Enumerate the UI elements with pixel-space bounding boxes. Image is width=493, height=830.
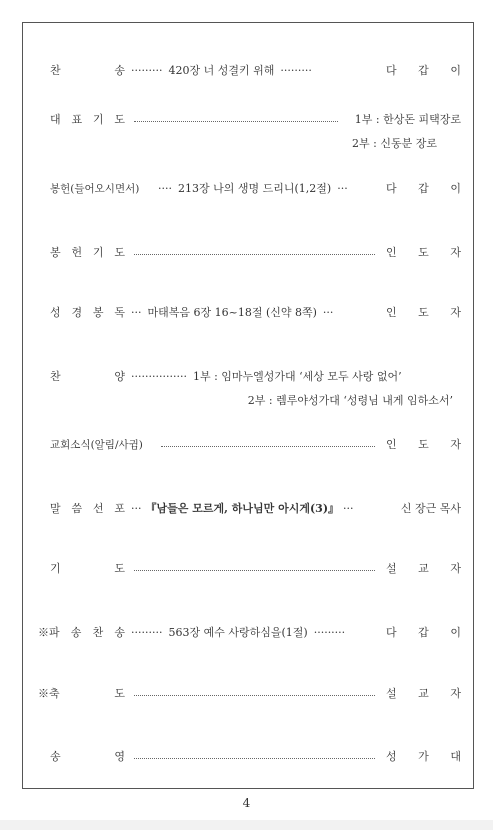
right-char: 도 xyxy=(418,306,429,319)
preacher-name: 신 장근 목사 xyxy=(400,502,461,515)
label-char: 송 xyxy=(114,626,125,639)
row-content xyxy=(131,302,378,324)
right-char: 인 xyxy=(386,438,397,451)
leader-dots xyxy=(134,746,375,759)
label-char: 씀 xyxy=(71,502,83,515)
right-char: 자 xyxy=(450,687,461,700)
leader-dots xyxy=(134,109,338,122)
worship-row-sermon xyxy=(23,498,473,520)
label-char: 도 xyxy=(114,246,125,259)
right-char: 설 xyxy=(386,687,397,700)
row-label xyxy=(38,683,125,705)
label-char: 독 xyxy=(114,306,125,319)
row-right xyxy=(386,242,461,264)
leader-dots xyxy=(161,434,375,447)
hymn-title: 213장 나의 생명 드리니(1,2절) xyxy=(178,182,332,195)
row-label xyxy=(50,242,125,264)
row-label xyxy=(50,60,125,82)
leader-dots: ···· xyxy=(158,182,172,195)
label-char: 송 xyxy=(114,64,125,77)
row-content xyxy=(158,178,378,200)
label-char: ※파 xyxy=(38,626,60,639)
right-char: 자 xyxy=(450,438,461,451)
right-char: 성 xyxy=(386,750,397,763)
row-content xyxy=(131,622,378,644)
row-right xyxy=(386,746,461,768)
row-right xyxy=(386,302,461,324)
worship-row-benediction xyxy=(23,683,473,705)
worship-row-sending-hymn xyxy=(23,622,473,644)
label-char: 대 xyxy=(50,113,61,126)
label-char: 포 xyxy=(114,502,125,515)
page-number: 4 xyxy=(242,796,251,810)
right-char: 이 xyxy=(450,182,461,195)
right-char: 인 xyxy=(386,246,397,259)
label-char: 봉 xyxy=(92,306,104,319)
scripture-passage: 마태복음 6장 16~18절 (신약 8쪽) xyxy=(147,306,317,319)
label-char: 헌 xyxy=(71,246,83,259)
label-char: 도 xyxy=(114,562,125,575)
page-bottom-edge xyxy=(0,820,493,830)
label-char: 성 xyxy=(50,306,61,319)
order-of-worship-frame xyxy=(22,22,474,789)
right-char: 다 xyxy=(386,626,397,639)
label-char: 양 xyxy=(114,370,125,383)
worship-row-prayer xyxy=(23,558,473,580)
worship-row-scripture-reading xyxy=(23,302,473,324)
row-label: 교회소식(알림/사귐) xyxy=(50,439,143,451)
worship-row-opening-hymn xyxy=(23,60,473,82)
worship-row-offering xyxy=(23,178,473,200)
row-content xyxy=(131,242,378,255)
row-content xyxy=(131,109,341,122)
worship-row-offering-prayer xyxy=(23,242,473,264)
label-char: 기 xyxy=(92,113,104,126)
row-content xyxy=(158,434,378,447)
hymn-title: 420장 너 성결키 위해 xyxy=(168,64,275,77)
leader-dots: ··· xyxy=(131,306,142,319)
worship-row-choir-anthem xyxy=(23,366,473,407)
leader-dots: ··· xyxy=(322,306,334,319)
right-char: 이 xyxy=(450,626,461,639)
row-content xyxy=(131,366,453,388)
right-char: 대 xyxy=(450,750,461,763)
right-char: 갑 xyxy=(418,626,429,639)
choir-1: 1부 : 임마누엘성가대 ‘세상 모두 사랑 없어’ xyxy=(192,370,402,383)
leader-dots: ········· xyxy=(131,626,163,639)
right-char: 갑 xyxy=(418,64,429,77)
label-char: 도 xyxy=(114,687,125,700)
right-char: 자 xyxy=(450,246,461,259)
label-char: 찬 xyxy=(92,626,104,639)
row-label xyxy=(50,558,125,580)
worship-row-church-news xyxy=(23,434,473,456)
right-char: 갑 xyxy=(418,182,429,195)
prayer-leader-1: 1부 : 한상돈 피택장로 xyxy=(354,113,461,126)
row-label xyxy=(50,746,125,768)
row-right xyxy=(386,622,461,644)
prayer-leader-2: 2부 : 신동분 장로 xyxy=(352,137,437,150)
label-char: 찬 xyxy=(50,370,61,383)
row-label xyxy=(50,366,125,388)
row-right xyxy=(386,434,461,456)
label-char: 말 xyxy=(50,502,61,515)
right-char: 인 xyxy=(386,306,397,319)
label-char: 기 xyxy=(92,246,104,259)
right-char: 도 xyxy=(418,246,429,259)
right-char: 자 xyxy=(450,306,461,319)
leader-dots xyxy=(134,558,375,571)
row-label xyxy=(50,109,125,131)
leader-dots: ········· xyxy=(280,64,312,77)
right-char: 교 xyxy=(418,562,429,575)
leader-dots xyxy=(134,242,375,255)
label-char: 기 xyxy=(50,562,61,575)
worship-row-doxology xyxy=(23,746,473,768)
row-content xyxy=(131,683,378,696)
right-char: 다 xyxy=(386,182,397,195)
label-char: 영 xyxy=(114,750,125,763)
label-char: ※축 xyxy=(38,687,60,700)
label-char: 선 xyxy=(92,502,104,515)
right-char: 가 xyxy=(418,750,429,763)
row-label xyxy=(50,302,125,324)
right-char: 교 xyxy=(418,687,429,700)
leader-dots: ················ xyxy=(131,370,187,383)
row-right xyxy=(386,60,461,82)
row-content xyxy=(131,60,378,82)
label-char: 송 xyxy=(70,626,82,639)
worship-row-representative-prayer xyxy=(23,109,473,150)
hymn-title: 563장 예수 사랑하심을(1절) xyxy=(168,626,308,639)
leader-dots: ··· xyxy=(343,502,354,515)
right-char: 이 xyxy=(450,64,461,77)
label-char: 봉 xyxy=(50,246,61,259)
leader-dots xyxy=(134,683,375,696)
label-char: 표 xyxy=(71,113,83,126)
right-char: 자 xyxy=(450,562,461,575)
row-content xyxy=(131,498,378,520)
label-char: 찬 xyxy=(50,64,61,77)
row-label xyxy=(50,498,125,520)
right-char: 설 xyxy=(386,562,397,575)
label-char: 송 xyxy=(50,750,61,763)
label-char: 도 xyxy=(114,113,125,126)
leader-dots: ··· xyxy=(337,182,348,195)
leader-dots: ··· xyxy=(131,502,142,515)
right-char: 다 xyxy=(386,64,397,77)
sermon-title: 『남들은 모르게, 하나님만 아시게(3)』 xyxy=(145,502,340,515)
leader-dots: ········· xyxy=(313,626,346,639)
row-right xyxy=(386,683,461,705)
row-label: 봉헌(들어오시면서) xyxy=(50,183,140,195)
right-char: 도 xyxy=(418,438,429,451)
row-right xyxy=(386,558,461,580)
row-label xyxy=(38,622,125,644)
label-char: 경 xyxy=(71,306,83,319)
row-content xyxy=(131,746,378,759)
leader-dots: ········· xyxy=(131,64,163,77)
row-content xyxy=(131,558,378,571)
choir-2: 2부 : 렘루야성가대 ‘성령님 내게 임하소서’ xyxy=(247,394,453,407)
row-right xyxy=(386,178,461,200)
